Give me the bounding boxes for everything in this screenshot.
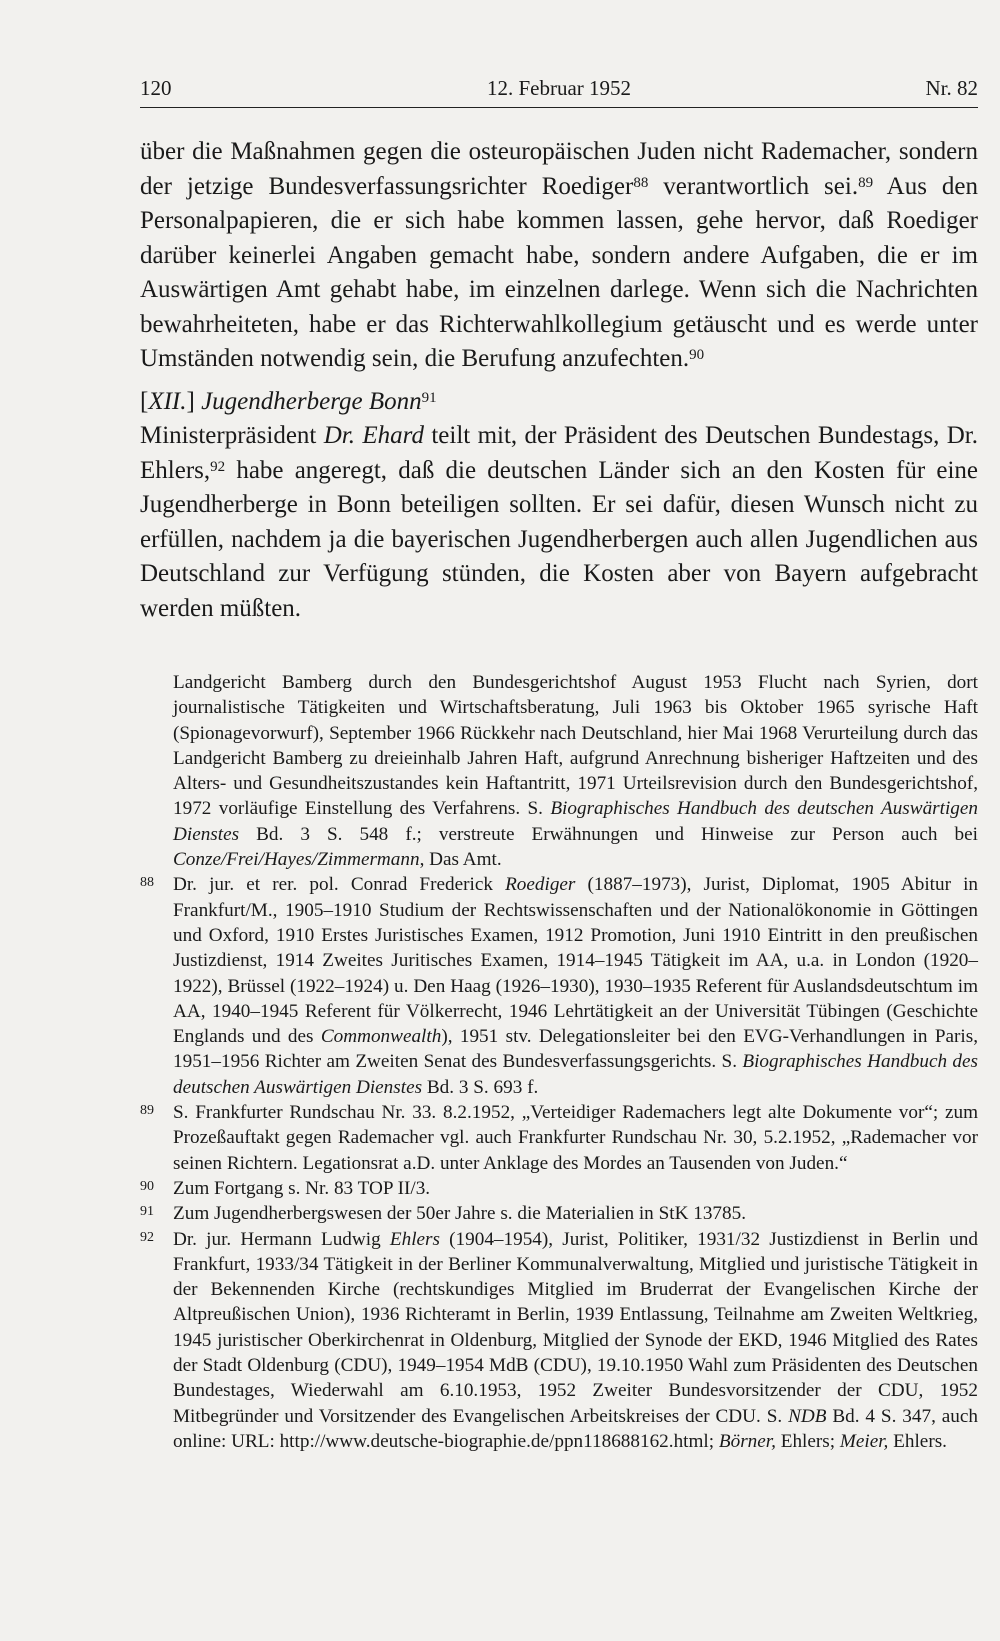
footnote-marker: 91: [140, 1204, 154, 1220]
text-run: Zum Jugendherbergswesen der 50er Jahre s. die Materialien in StK 13785.: [173, 1203, 746, 1225]
citation-author: Börner,: [718, 1430, 776, 1452]
header-rule: [140, 107, 978, 108]
citation-authors: Conze/Frei/Hayes/Zimmermann: [173, 849, 420, 871]
bracket: [: [140, 387, 149, 415]
text-run: ), 1951 stv. Delegationsleiter bei den EVG-Verhandlungen in Paris, 1951–1956 Richter am Zweiten Senat des Bundesverfassungsgerichts. S.: [173, 1026, 978, 1073]
text-run: (1904–1954), Jurist, Politiker, 1931/32 Justizdienst in Berlin und Frankfurt, 1933/34 Tätigkeit in der Berliner Kommunalverwaltung, Mitglied und juristische Tätigkeit in der Bekennenden Kirche (rechtskundiges Mitglied im Bruderrat der Evangelischen Kirche der Altpreußischen Union), 1936 Richteramt in Berlin, 1939 Entlassung, Teilnahme am Zweiten Weltkrieg, 1945 juristischer Oberkirchenrat in Oldenburg, Mitglied der Synode der EKD, 1946 Mitglied des Rates der Stadt Oldenburg (CDU), 1949–1954 MdB (CDU), 19.10.1950 Wahl zum Präsidenten des Deutschen Bundestages, Wiederwahl am 6.10.1953, 1952 Zweiter Bundesvorsitzender der CDU, 1952 Mitbegründer und Vorsitzender des Evangelischen Arbeitskreises der CDU. S.: [173, 1228, 978, 1427]
text-run: Bd. 3 S. 693 f.: [422, 1076, 539, 1098]
footnote-continuation: [140, 670, 978, 872]
text-run: , Das Amt.: [419, 849, 502, 871]
text-run: Dr. jur. et rer. pol. Conrad Frederick: [173, 874, 506, 896]
footnotes: [140, 670, 978, 1454]
footnote-88: [140, 872, 978, 1100]
text-run: verantwortlich sei.: [648, 172, 859, 200]
header-date: 12. Februar 1952: [486, 76, 632, 100]
footnote-90: [140, 1176, 978, 1201]
text-run: Ministerpräsident: [140, 422, 324, 449]
person-name: Ehard: [362, 422, 424, 449]
footnote-ref-91: 91: [421, 389, 437, 406]
document-number: Nr. 82: [925, 76, 978, 100]
section-number: XII.: [148, 387, 187, 415]
footnote-marker: 90: [140, 1178, 154, 1194]
text-run: Bd. 4 S. 347, auch online: URL: http://www.deutsche-biographie.de/ppn118688162.html;: [173, 1405, 978, 1452]
text-run: Aus den Personalpapieren, die er sich habe kommen lassen, gehe hervor, daß Roediger darüber keinerlei Angaben gemacht habe, sondern andere Aufgaben, die er im Auswärtigen Amt gehabt habe, im einzelnen darlege. Wenn sich die Nachrichten bewahrheiteten, habe er das Richterwahlkollegium getäuscht und es werde unter Umständen notwendig sein, die Berufung anzufechten.: [140, 172, 979, 372]
footnote-ref-90: 90: [689, 347, 705, 364]
text-run: Bd. 3 S. 548 f.; verstreute Erwähnungen und Hinweise zur Person auch bei: [239, 823, 978, 845]
footnote-91: [140, 1201, 978, 1226]
footnote-92: [140, 1227, 978, 1455]
running-header: [140, 70, 978, 106]
text-run: (1887–1973), Jurist, Diplomat, 1905 Abitur in Frankfurt/M., 1905–1910 Studium der Rechtswissenschaften und der Nationalökonomie in Göttingen und Oxford, 1910 Erstes Juristisches Examen, 1912 Promotion, Juni 1910 Eintritt in den preußischen Justizdienst, 1914 Zweites Juritisches Examen, 1914–1945 Tätigkeit im AA, u.a. in London (1920–1922), Brüssel (1922–1924) u. Den Haag (1926–1930), 1930–1935 Referent für Auslandsdeutschtum im AA, 1940–1945 Referent für Völkerrecht, 1946 Lehrtätigkeit an der Universität Tübingen (Geschichte Englands und des: [173, 874, 979, 1048]
text-run: Dr. jur. Hermann Ludwig: [173, 1228, 390, 1250]
section-title: Jugendherberge Bonn: [201, 387, 422, 415]
footnote-marker: 88: [140, 875, 154, 891]
paragraph-jugendherberge: [140, 419, 978, 626]
text-run: Zum Fortgang s. Nr. 83 TOP II/3.: [173, 1177, 431, 1199]
citation-author: Meier,: [839, 1430, 889, 1452]
text-run: habe angeregt, daß die deutschen Länder sich an den Kosten für eine Jugendherberge in Bonn beteiligen sollten. Er sei dafür, diesen Wunsch nicht zu erfüllen, nachdem ja die bayerischen Jugendherbergen auch allen Jugendlichen aus Deutschland zur Verfügung stünden, die Kosten aber von Bayern aufgebracht werden müßten.: [140, 456, 978, 622]
text-run: über die Maßnahmen gegen die osteuropäischen Juden nicht Rademacher, sondern der jetzige Bundesverfassungsrichter Roediger: [140, 138, 978, 200]
footnote-marker: 89: [140, 1103, 154, 1119]
person-title: Dr.: [323, 422, 355, 449]
text-run: Ehlers;: [775, 1430, 840, 1452]
text-run: Ehlers.: [888, 1430, 947, 1452]
bracket: ]: [186, 387, 195, 415]
footnote-ref-92: 92: [210, 458, 226, 475]
section-heading: [140, 385, 978, 420]
footnote-ref-89: 89: [858, 174, 874, 191]
citation-title: Biographisches Handbuch des deutschen Auswärtigen Dienstes: [173, 1051, 978, 1098]
person-name: Roediger: [505, 874, 576, 896]
page-number: 120: [140, 76, 172, 100]
text-run: S. Frankfurter Rundschau Nr. 33. 8.2.1952, „Verteidiger Rademachers legt alte Dokumente vor“; zum Prozeßauftakt gegen Rademacher vgl. auch Frankfurter Rundschau Nr. 30, 5.2.1952, „Rademacher vor seinen Richtern. Legationsrat a.D. unter Anklage des Mordes an Tausenden von Juden.“: [173, 1102, 978, 1174]
paragraph-roediger: [140, 135, 978, 377]
italic-term: Commonwealth: [320, 1026, 442, 1048]
person-name: Ehlers: [389, 1228, 440, 1250]
citation-title: Biographisches Handbuch des deutschen Auswärtigen Dienstes: [173, 798, 978, 845]
text-run: teilt mit, der Präsident des Deutschen Bundestags, Dr. Ehlers,: [140, 422, 978, 484]
text-run: Landgericht Bamberg durch den Bundesgerichtshof August 1953 Flucht nach Syrien, dort journalistische Tätigkeiten und Wirtschaftsberatung, Juli 1963 bis Oktober 1965 syrische Haft (Spionagevorwurf), September 1966 Rückkehr nach Deutschland, hier Mai 1968 Verurteilung durch das Landgericht Bamberg zu dreieinhalb Jahren Haft, aufgrund Anrechnung bisheriger Haftzeiten und des Alters- und Gesundheitszustandes kein Haftantritt, 1971 Urteilsrevision durch den Bundesgerichtshof, 1972 vorläufige Einstellung des Verfahrens. S.: [173, 672, 978, 820]
citation-title: NDB: [788, 1405, 827, 1427]
footnote-89: [140, 1100, 978, 1176]
footnote-marker: 92: [140, 1229, 154, 1245]
footnote-ref-88: 88: [633, 174, 649, 191]
main-text: [140, 135, 978, 626]
